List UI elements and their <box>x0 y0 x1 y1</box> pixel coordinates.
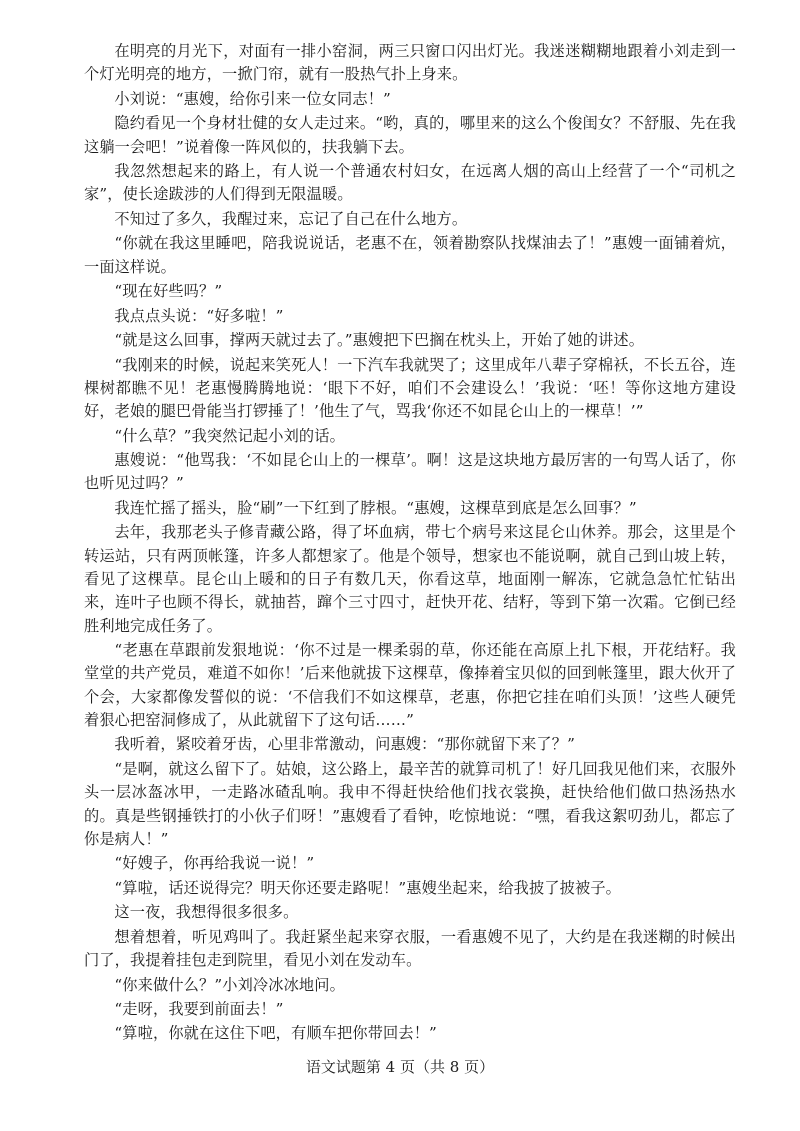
paragraph: 不知过了多久，我醒过来，忘记了自己在什么地方。 <box>114 209 468 228</box>
paragraph: 我忽然想起来的路上，有人说一个普通农村妇女，在远离人烟的高山上经营了一个“司机之家”，使长途跋涉的人们得到无限温暖。 <box>84 162 736 204</box>
paragraph: 我点点头说：“好多啦！” <box>114 306 284 325</box>
page-footer: 语文试题第 4 页（共 8 页） <box>305 1058 495 1076</box>
paragraph: “算啦，话还说得完？明天你还要走路呢！”惠嫂坐起来，给我披了披被子。 <box>114 878 622 897</box>
paragraph: 这一夜，我想得很多很多。 <box>114 903 299 922</box>
paragraph: “老惠在草跟前发狠地说：‘你不过是一棵柔弱的草，你还能在高原上扎下根，开花结籽。我堂堂的共产党员，难道不如你！’后来他就拔下这棵草，像捧着宝贝似的回到帐篷里，跟大伙开了个会，大家都像发誓似的说：‘不信我们不如这棵草，老惠，你把它挂在咱们头顶！’这些人硬凭着狠心把窑洞修成了，从此就留下了这句话……” <box>84 641 736 729</box>
paragraph: “算啦，你就在这住下吧，有顺车把你带回去！” <box>114 1024 437 1043</box>
paragraph: “现在好些吗？” <box>114 282 223 301</box>
paragraph: 在明亮的月光下，对面有一排小窑洞，两三只窗口闪出灯光。我迷迷糊糊地跟着小刘走到一个灯光明亮的地方，一掀门帘，就有一股热气扑上身来。 <box>84 42 736 84</box>
paragraph: “就是这么回事，撑两天就过去了。”惠嫂把下巴搁在枕头上，开始了她的讲述。 <box>114 331 645 350</box>
paragraph: “好嫂子，你再给我说一说！” <box>114 854 315 873</box>
document-body <box>84 40 736 1047</box>
paragraph: 惠嫂说：“他骂我：‘不如昆仑山上的一棵草’。啊！这是这块地方最厉害的一句骂人话了，你也听见过吗？” <box>84 451 736 493</box>
paragraph: “我刚来的时候，说起来笑死人！一下汽车我就哭了；这里成年八辈子穿棉袄，不长五谷，连棵树都瞧不见！老惠慢腾腾地说：‘眼下不好，咱们不会建设么！’我说：‘呸！等你这地方建设好，老娘的腿巴骨能当打锣捶了！’他生了气，骂我‘你还不如昆仑山上的一棵草！’” <box>84 355 736 421</box>
paragraph: 我听着，紧咬着牙齿，心里非常激动，问惠嫂：“那你就留下来了？” <box>114 735 576 754</box>
paragraph: “是啊，就这么留下了。姑娘，这公路上，最辛苦的就算司机了！好几回我见他们来，衣服外头一层冰盔冰甲，一走路冰碴乱响。我申不得赶快给他们找衣裳换，赶快给他们做口热汤热水的。真是些钢捶铁打的小伙子们呀！”惠嫂看了看钟，吃惊地说：“嘿，看我这絮叨劲儿，都忘了你是病人！” <box>84 759 736 848</box>
paragraph: “你来做什么？”小刘冷冰冰地问。 <box>114 975 345 994</box>
paragraph: “走呀，我要到前面去！” <box>114 1000 284 1018</box>
paragraph: 去年，我那老头子修青藏公路，得了坏血病，带七个病号来这昆仑山休养。那会，这里是个转运站，只有两顶帐篷，许多人都想家了。他是个领导，想家也不能说啊，就自己到山坡上转，看见了这棵草。昆仑山上暖和的日子有数几天，你看这草，地面刚一解冻，它就急急忙忙钻出来，连叶子也顾不得长，就抽苔，蹿个三寸四寸，赶快开花、结籽，等到下第一次霜。它倒已经胜利地完成任务了。 <box>84 523 736 635</box>
paragraph: “你就在我这里睡吧，陪我说说话，老惠不在，领着勘察队找煤油去了！”惠嫂一面铺着炕，一面这样说。 <box>84 234 736 276</box>
paragraph: 想着想着，听见鸡叫了。我赶紧坐起来穿衣服，一看惠嫂不见了，大约是在我迷糊的时候出门了，我提着挂包走到院里，看见小刘在发动车。 <box>84 927 736 970</box>
paragraph: 隐约看见一个身材壮健的女人走过来。“哟，真的，哪里来的这么个俊闺女？不舒服、先在我这躺一会吧！”说着像一阵风似的，扶我躺下去。 <box>84 114 736 156</box>
paragraph: 小刘说：“惠嫂，给你引来一位女同志！” <box>114 89 391 108</box>
paragraph: “什么草？”我突然记起小刘的话。 <box>114 426 345 445</box>
paragraph: 我连忙摇了摇头，脸“刷”一下红到了脖根。“惠嫂，这棵草到底是怎么回事？” <box>114 498 637 517</box>
